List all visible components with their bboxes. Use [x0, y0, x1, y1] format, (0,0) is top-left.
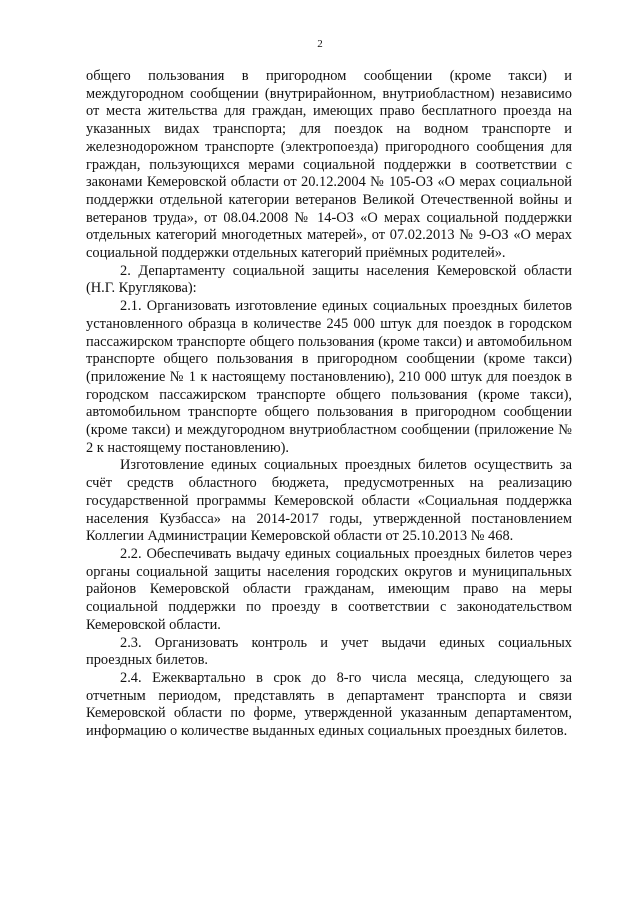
document-body — [86, 68, 572, 741]
page-number: 2 — [317, 38, 323, 50]
paragraph-item-2-1: 2.1. Организовать изготовление единых социальных проездных билетов установленного образца в количестве 245 000 штук для поездок в городском пассажирском транспорте общего пользования (кроме такси) и автомобильном транспорте общего пользования в пригородном сообщении (кроме такси) (приложение № 1 к настоящему постановлению), 210 000 штук для поездок в городском пассажирском транспорте общего пользования (кроме такси), автомобильном транспорте общего пользования в пригородном сообщении (кроме такси) и междугородном внутриобластном сообщении (приложение № 2 к настоящему постановлению). — [86, 298, 572, 456]
paragraph-item-2-3: 2.3. Организовать контроль и учет выдачи единых социальных проездных билетов. — [86, 634, 572, 669]
paragraph-item-2-2: 2.2. Обеспечивать выдачу единых социальных проездных билетов через органы социальной защиты населения городских округов и муниципальных районов Кемеровской области гражданам, имеющим право на меры социальной поддержки по проезду в соответствии с законодательством Кемеровской области. — [86, 545, 572, 633]
paragraph-item-2-4: 2.4. Ежеквартально в срок до 8-го числа месяца, следующего за отчетным периодом, представлять в департамент транспорта и связи Кемеровской области по форме, утвержденной указанным департаментом, информацию о количестве выданных единых социальных проездных билетов. — [86, 669, 572, 740]
paragraph-funding: Изготовление единых социальных проездных билетов осуществить за счёт средств областного бюджета, предусмотренных на реализацию государственной программы Кемеровской области «Социальная поддержка населения Кузбасса» на 2014-2017 годы, утвержденной постановлением Коллегии Администрации Кемеровской области от 25.10.2013 № 468. — [86, 457, 572, 545]
paragraph-continuation: общего пользования в пригородном сообщении (кроме такси) и междугородном сообщении (внутрирайонном, внутриобластном) независимо от места жительства для граждан, имеющих право бесплатного проезда на указанных видах транспорта; для поездок на водном транспорте и железнодорожном транспорте (электропоезда) пригородного сообщения для граждан, пользующихся мерами социальной поддержки в соответствии с законами Кемеровской области от 20.12.2004 № 105-ОЗ «О мерах социальной поддержки отдельной категории ветеранов Великой Отечественной войны и ветеранов труда», от 08.04.2008 № 14-ОЗ «О мерах социальной поддержки отдельных категорий многодетных матерей», от 07.02.2013 № 9-ОЗ «О мерах социальной поддержки отдельных категорий приёмных родителей». — [86, 68, 572, 262]
paragraph-item-2: 2. Департаменту социальной защиты населения Кемеровской области (Н.Г. Круглякова): — [86, 262, 572, 297]
